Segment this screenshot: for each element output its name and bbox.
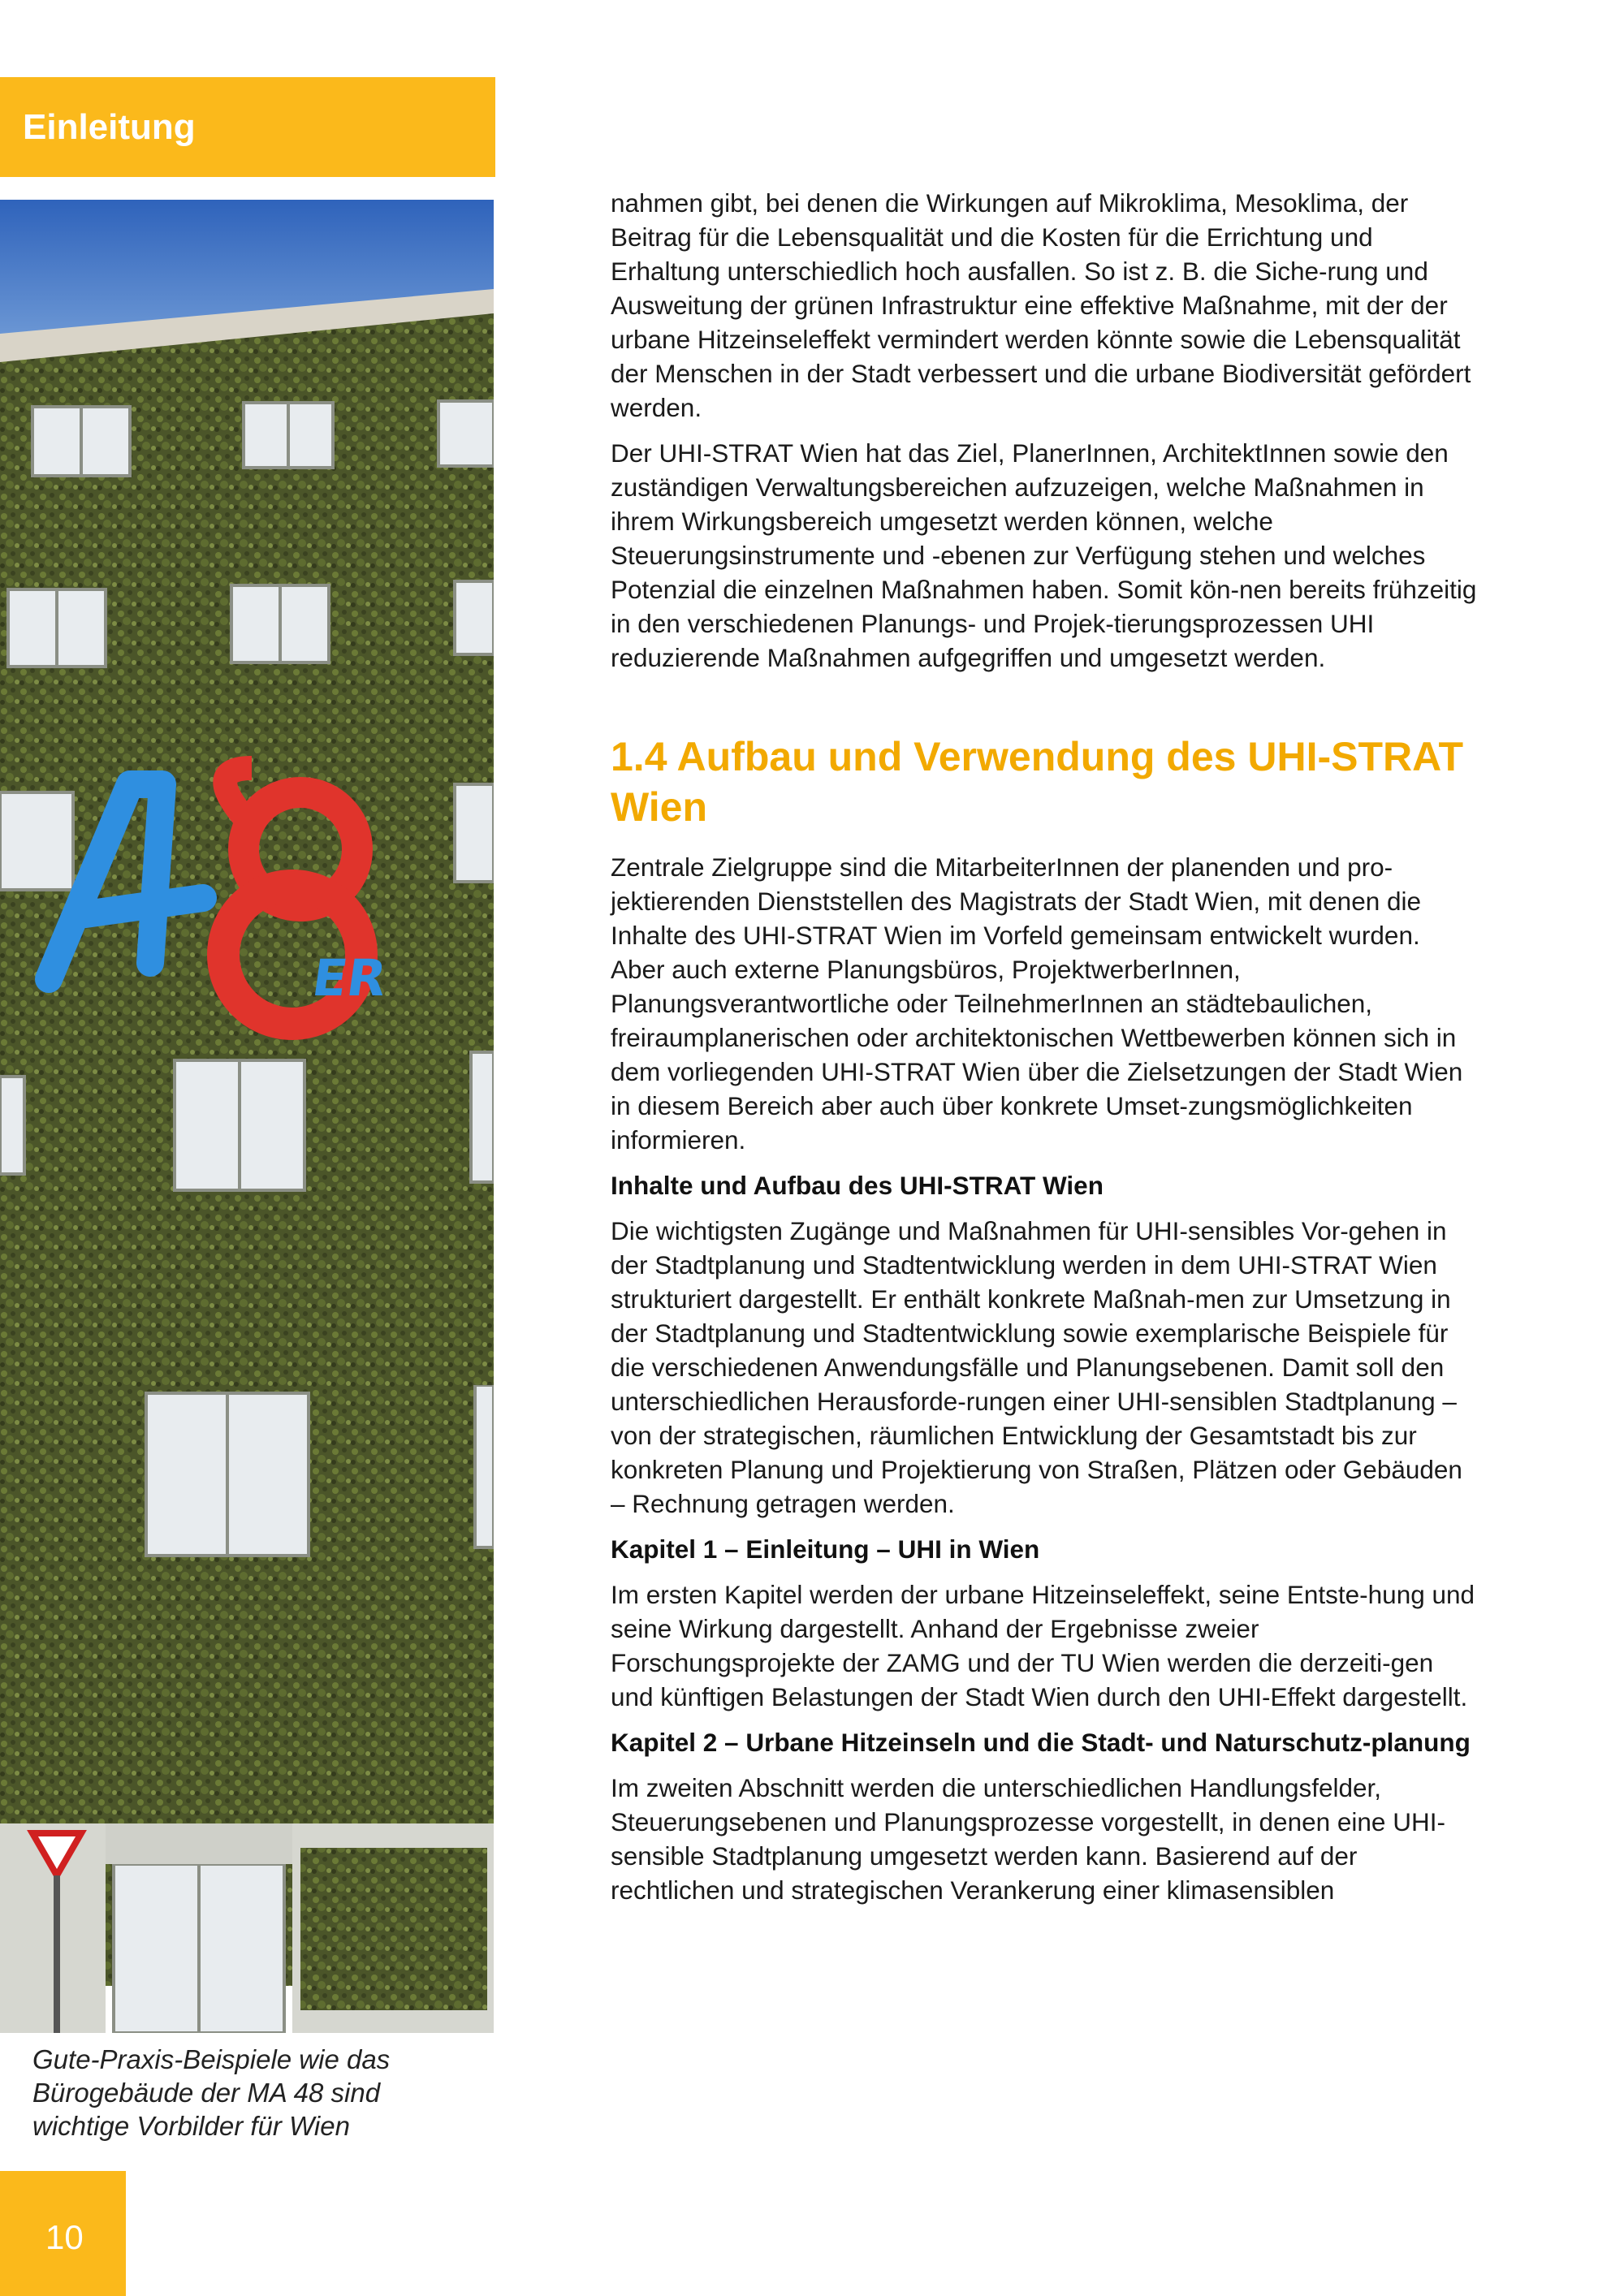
photo-caption: Gute-Praxis-Beispiele wie das Bürogebäude der MA 48 sind wichtige Vorbilder für Wien — [32, 2044, 391, 2141]
main-text — [611, 186, 1478, 1918]
paragraph: Der UHI-STRAT Wien hat das Ziel, PlanerInnen, ArchitektInnen sowie den zuständigen Verwaltungsbereichen aufzuzeigen, welche Maßnahmen in ihrem Wirkungsbereich umgesetzt werden können, welche Steuerungsinstrumente und -ebenen zur Verfügung stehen und welches Potenzial die einzelnen Maßnahmen haben. Somit kön-nen bereits frühzeitig in den verschiedenen Planungs- und Projek-tierungsprozessen UHI reduzierende Maßnahmen aufgegriffen und umgesetzt werden. — [611, 438, 1477, 672]
paragraph: Im zweiten Abschnitt werden die unterschiedlichen Handlungsfelder, Steuerungsebenen und Planungsprozesse vorgestellt, in denen eine UHI-sensible Stadtplanung umgesetzt werden kann. Basierend auf der rechtlichen und strategischen Verankerung einer klimasensiblen — [611, 1773, 1445, 1905]
section-heading: 1.4 Aufbau und Verwendung des UHI-STRAT Wien — [611, 734, 1464, 830]
subheading: Inhalte und Aufbau des UHI-STRAT Wien — [611, 1171, 1104, 1200]
green-facade-photo — [0, 200, 494, 2033]
subheading: Kapitel 1 – Einleitung – UHI in Wien — [611, 1534, 1040, 1564]
subheading: Kapitel 2 – Urbane Hitzeinseln und die Stadt- und Naturschutz-planung — [611, 1728, 1471, 1757]
svg-text:ER: ER — [309, 948, 391, 1008]
paragraph: nahmen gibt, bei denen die Wirkungen auf Mikroklima, Mesoklima, der Beitrag für die Lebensqualität und die Kosten für die Errichtung und Erhaltung unterschiedlich hoch ausfallen. So ist z. B. die Siche-rung und Ausweitung der grünen Infrastruktur eine effektive Maßnahme, mit der der urbane Hitzeinseleffekt vermindert werden könnte sowie die Lebensqualität der Menschen in der Stadt verbessert und die urbane Biodiversität gefördert werden. — [611, 188, 1471, 422]
paragraph: Im ersten Kapitel werden der urbane Hitzeinseleffekt, seine Entste-hung und seine Wirkung dargestellt. Anhand der Ergebnisse zweier Forschungsprojekte der ZAMG und der TU Wien werden die derzeiti-gen und künftigen Belastungen der Stadt Wien durch den UHI-Effekt dargestellt. — [611, 1580, 1475, 1711]
page-number-box — [0, 2171, 126, 2296]
paragraph: Zentrale Zielgruppe sind die MitarbeiterInnen der planenden und pro-jektierenden Dienststellen des Magistrats der Stadt Wien, mit denen die Inhalte des UHI-STRAT Wien im Vorfeld gemeinsam entwickelt wurden. Aber auch externe Planungsbüros, ProjektwerberInnen, Planungsverantwortliche oder TeilnehmerInnen an städtebaulichen, freiraumplanerischen oder architektonischen Wettbewerben können sich in dem vorliegenden UHI-STRAT Wien über die Zielsetzungen der Stadt Wien in diesem Bereich aber auch über konkrete Umset-zungsmöglichkeiten informieren. — [611, 852, 1463, 1154]
paragraph: Die wichtigsten Zugänge und Maßnahmen für UHI-sensibles Vor-gehen in der Stadtplanung und Stadtentwicklung werden in dem UHI-STRAT Wien strukturiert dargestellt. Er enthält konkrete Maßnah-men zur Umsetzung in der Stadtplanung und Stadtentwicklung sowie exemplarische Beispiele für die verschiedenen Anwendungsfälle und Planungsebenen. Damit soll den unterschiedlichen Herausforde-rungen einer UHI-sensiblen Stadtplanung – von der strategischen, räumlichen Entwicklung der Gesamtstadt bis zur konkreten Planung und Projektierung von Straßen, Plätzen oder Gebäuden – Rechnung getragen werden. — [611, 1216, 1462, 1518]
section-tab — [0, 77, 495, 177]
section-label: Einleitung — [23, 106, 196, 147]
page-number: 10 — [45, 2218, 84, 2256]
